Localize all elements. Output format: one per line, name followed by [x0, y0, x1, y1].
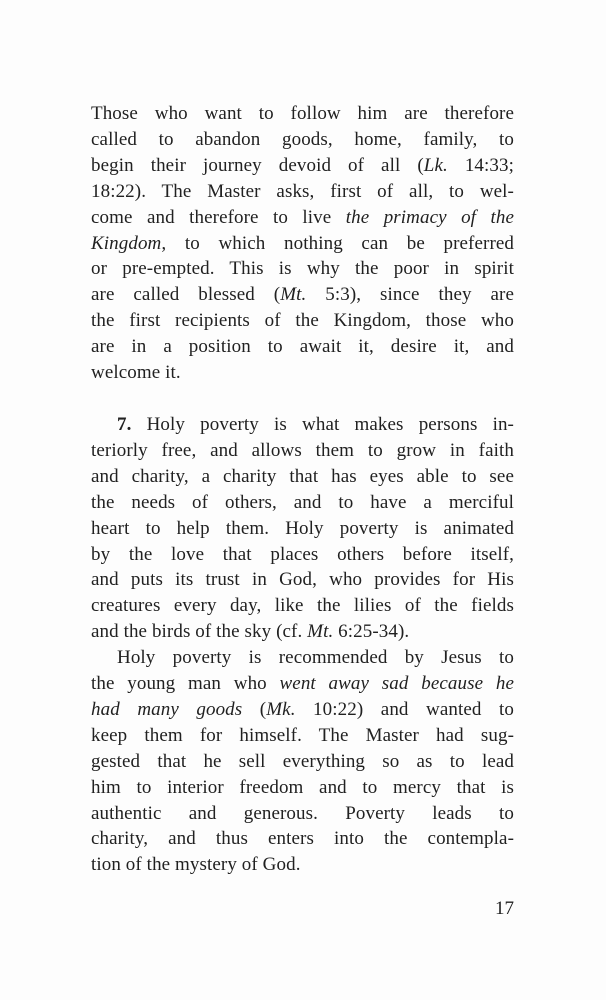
body-text: charity, and thus enters into the contempla- [91, 828, 514, 850]
body-text: called to abandon goods, home, family, to [91, 128, 514, 150]
italic-text: had many goods [91, 698, 243, 720]
body-text: 5:3), since they are [306, 284, 515, 306]
italic-text: Mk. [266, 698, 296, 720]
body-text: and the birds of the sky (cf. [91, 621, 308, 643]
text-line [91, 852, 514, 878]
body-text: heart to help them. Holy poverty is animated [91, 517, 514, 539]
text-line [91, 231, 514, 257]
body-text: are in a position to await it, desire it, and [91, 336, 514, 358]
body-text: 18:22). The Master asks, first of all, to wel- [91, 180, 514, 202]
body-text: come and therefore to live [91, 206, 346, 228]
paragraph [91, 101, 514, 386]
text-line [91, 179, 514, 205]
body-text: Holy poverty is what makes persons in- [131, 413, 514, 435]
body-text: begin their journey devoid of all ( [91, 154, 424, 176]
body-text: are called blessed ( [91, 284, 281, 306]
text-line [91, 464, 514, 490]
text-line [91, 671, 514, 697]
text-line [91, 282, 514, 308]
body-text: and puts its trust in God, who provides for His [91, 569, 514, 591]
text-line [91, 697, 514, 723]
text-line [91, 127, 514, 153]
body-text: 10:22) and wanted to [295, 698, 514, 720]
body-text: authentic and generous. Poverty leads to [91, 802, 514, 824]
body-text: welcome it. [91, 362, 181, 384]
body-text: Holy poverty is recommended by Jesus to [117, 647, 514, 669]
italic-text: Mt. [280, 284, 307, 306]
text-line [91, 826, 514, 852]
body-text: and charity, a charity that has eyes able to see [91, 465, 514, 487]
body-text: Those who want to follow him are therefore [91, 103, 514, 124]
body-text: tion of the mystery of God. [91, 854, 301, 876]
body-text: or pre-empted. This is why the poor in spirit [91, 258, 514, 280]
body-text: 6:25-34). [333, 621, 410, 643]
body-text: ( [242, 698, 267, 720]
body-text: gested that he sell everything so as to lead [91, 750, 514, 772]
paragraph [91, 645, 514, 878]
text-line [91, 593, 514, 619]
body-text: the needs of others, and to have a merciful [91, 491, 514, 513]
text-line [91, 749, 514, 775]
body-text: teriorly free, and allows them to grow in faith [91, 439, 514, 461]
body-text: the first recipients of the Kingdom, those who [91, 310, 514, 332]
text-line [91, 308, 514, 334]
text-line [91, 645, 514, 671]
text-line [91, 256, 514, 282]
text-line [91, 101, 514, 127]
text-line [91, 412, 514, 438]
text-line [91, 438, 514, 464]
body-text: by the love that places others before itself, [91, 543, 514, 565]
page-number: 17 [495, 898, 514, 919]
body-text: 14:33; [447, 154, 514, 176]
text-line [91, 153, 514, 179]
body-text: to which nothing can be preferred [166, 232, 514, 254]
text-line [91, 360, 514, 386]
body-text: him to interior freedom and to mercy that is [91, 776, 514, 798]
italic-text: Mt. [307, 621, 334, 643]
text-line [91, 490, 514, 516]
text-line [91, 516, 514, 542]
body-text: keep them for himself. The Master had sug- [91, 724, 514, 746]
text-line [91, 334, 514, 360]
italic-text: Kingdom, [91, 232, 167, 254]
text-line [91, 619, 514, 645]
italic-text: Lk. [423, 154, 448, 176]
paragraph [91, 412, 514, 645]
body-text: the young man who [91, 673, 280, 695]
italic-text: the primacy of the [345, 206, 514, 228]
text-line [91, 775, 514, 801]
page-text [91, 101, 514, 878]
text-line [91, 801, 514, 827]
text-line [91, 205, 514, 231]
italic-text: went away sad because he [279, 673, 514, 695]
body-text: creatures every day, like the lilies of the fields [91, 595, 514, 617]
text-line [91, 567, 514, 593]
text-line [91, 723, 514, 749]
text-line [91, 542, 514, 568]
bold-text: 7. [117, 413, 132, 435]
